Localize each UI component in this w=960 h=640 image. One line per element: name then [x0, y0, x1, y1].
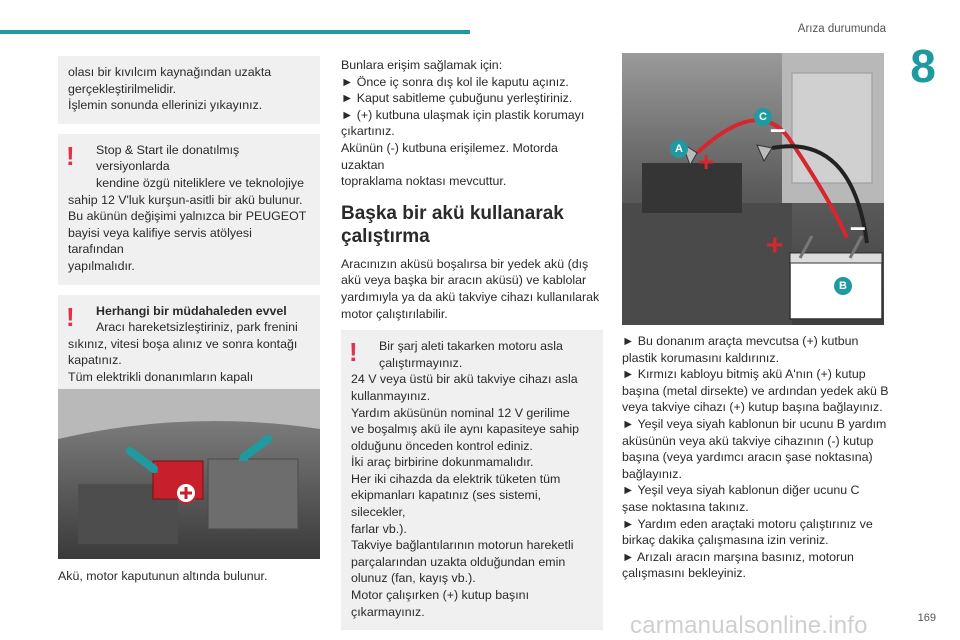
minus-sign-battery: –	[850, 211, 866, 242]
text-line: kendine özgü niteliklere ve teknolojiye	[96, 175, 305, 190]
text-line: Motor çalışırken (+) kutup başını	[351, 588, 530, 603]
text-line: başına (veya yardımcı aracın şase noktasına)	[622, 450, 873, 465]
warning-title: Herhangi bir müdahaleden evvel	[96, 303, 287, 318]
text-line: bayisi veya kalifiye servis atölyesi tarafından	[68, 225, 252, 257]
text-line: ► Bu donanım araçta mevcutsa (+) kutbun	[622, 334, 859, 348]
text-line: olunuz (fan, kayış vb.).	[351, 571, 476, 586]
heading-line: çalıştırma	[341, 225, 430, 247]
text-line: bağlayınız.	[622, 466, 682, 481]
text-line: Akünün (-) kutbuna erişilemez. Motorda uzaktan	[341, 140, 558, 172]
text-line: şase noktasına takınız.	[622, 499, 749, 514]
text-line: İşlemin sonunda ellerinizi yıkayınız.	[68, 98, 263, 113]
text-line: Stop & Start ile donatılmış versiyonlarda	[96, 142, 240, 174]
text-line: sahip 12 V'luk kurşun-asitli bir akü bulunur.	[68, 192, 303, 207]
text-line: İki araç birbirine dokunmamalıdır.	[351, 455, 534, 470]
text-line: çalışmasını bekleyiniz.	[622, 566, 746, 581]
text-line: plastik korumasını kaldırınız.	[622, 350, 780, 365]
text-line: Bir şarj aleti takarken motoru asla	[379, 339, 563, 354]
text-line: yapılmalıdır.	[68, 258, 135, 273]
text-line: sıkınız, vitesi boşa alınız ve sonra kontağı	[68, 336, 298, 351]
top-accent-bar	[0, 30, 470, 34]
plus-sign-battery: +	[766, 229, 784, 262]
left-caption-block	[58, 568, 320, 585]
text-line: başına (metal dirsekte) ve ardından yedek akü B	[622, 383, 889, 398]
text-line: kapatınız.	[68, 353, 122, 368]
label-a-badge: A	[670, 140, 688, 158]
text-line: ► (+) kutbuna ulaşmak için plastik korumayı	[341, 107, 585, 122]
page-number: 169	[917, 612, 936, 624]
heading-line: Başka bir akü kullanarak	[341, 202, 564, 224]
label-b-badge: B	[834, 277, 852, 295]
intro-paragraph	[341, 256, 603, 322]
text-line: Bu akünün değişimi yalnızca bir PEUGEOT	[68, 209, 307, 224]
label-c-badge: C	[754, 108, 772, 126]
warning-icon: !	[349, 337, 358, 368]
photo-caption: Akü, motor kaputunun altında bulunur.	[58, 569, 268, 583]
middle-column	[341, 57, 603, 630]
warning-icon: !	[66, 140, 75, 171]
text-line: motor çalıştırılabilir.	[341, 306, 448, 321]
text-line: ► Arızalı aracın marşına basınız, motorun	[622, 549, 854, 564]
text-line: gerçekleştirilmelidir.	[68, 81, 177, 96]
watermark: carmanualsonline.info	[630, 612, 868, 639]
text-line: ► Kaput sabitleme çubuğunu yerleştiriniz.	[341, 91, 573, 106]
text-line: ► Yeşil veya siyah kablonun bir ucunu B yardım	[622, 416, 887, 431]
text-line: Tüm elektrikli donanımların kapalı	[68, 369, 254, 384]
text-line: ► Yardım eden araçtaki motoru çalıştırınız ve	[622, 516, 873, 531]
text-line: kullanmayınız.	[351, 388, 431, 403]
text-line: birkaç dakika çalışmasına izin veriniz.	[622, 533, 829, 548]
chapter-number: 8	[910, 40, 936, 92]
text-line: yardımıyla ya da akü takviye cihazı kullanılarak	[341, 289, 600, 304]
text-line: ► Önce iç sonra dış kol ile kaputu açınız.	[341, 74, 569, 89]
text-line: çalıştırmayınız.	[379, 355, 463, 370]
text-line: ekipmanları kapatınız (ses sistemi, silecekler,	[351, 488, 542, 520]
text-line: çıkartınız.	[341, 124, 395, 139]
warning-box-stop-start	[58, 134, 320, 285]
section-heading-jump-start	[341, 202, 603, 248]
text-line: veya takviye cihazı (+) kutup başına bağlayınız.	[622, 400, 883, 415]
warning-box-jump-start	[341, 330, 603, 630]
info-box-spark	[58, 56, 320, 124]
text-line: ► Kırmızı kabloyu bitmiş akü A'nın (+) kutup	[622, 367, 866, 382]
text-line: Takviye bağlantılarının motorun hareketli	[351, 538, 574, 553]
text-line: 24 V veya üstü bir akü takviye cihazı asla	[351, 372, 578, 387]
text-line: Her iki cihazda da elektrik tüketen tüm	[351, 471, 561, 486]
minus-sign-engine: –	[770, 113, 786, 144]
text-line: Aracınızın aküsü boşalırsa bir yedek akü (dış	[341, 256, 589, 271]
jump-start-diagram	[622, 53, 884, 325]
chapter-title: Arıza durumunda	[797, 23, 886, 35]
text-line: ► Yeşil veya siyah kablonun diğer ucunu C	[622, 483, 860, 498]
text-line: topraklama noktası mevcuttur.	[341, 174, 507, 189]
engine-bay-photo	[58, 389, 320, 559]
right-column-text	[622, 333, 892, 582]
text-line: farlar vb.).	[351, 521, 407, 536]
text-line: parçalarından uzakta olduğundan emin	[351, 554, 566, 569]
text-line: Aracı hareketsizleştiriniz, park frenini	[96, 320, 298, 335]
plus-sign-engine: +	[698, 146, 715, 177]
text-line: akü veya başka bir aracın aküsü) ve kablolar	[341, 273, 587, 288]
text-line: çıkarmayınız.	[351, 604, 425, 619]
text-line: olduğunu önceden kontrol ediniz.	[351, 438, 533, 453]
warning-icon: !	[66, 301, 75, 332]
text-line: Yardım aküsünün nominal 12 V gerilime	[351, 405, 570, 420]
text-line: Bunlara erişim sağlamak için:	[341, 58, 503, 72]
text-line: olası bir kıvılcım kaynağından uzakta	[68, 65, 272, 79]
text-line: ve boşalmış akü ile aynı kapasiteye sahip	[351, 422, 579, 437]
text-line: aküsünün veya akü takviye cihazının (-) kutup	[622, 433, 874, 448]
